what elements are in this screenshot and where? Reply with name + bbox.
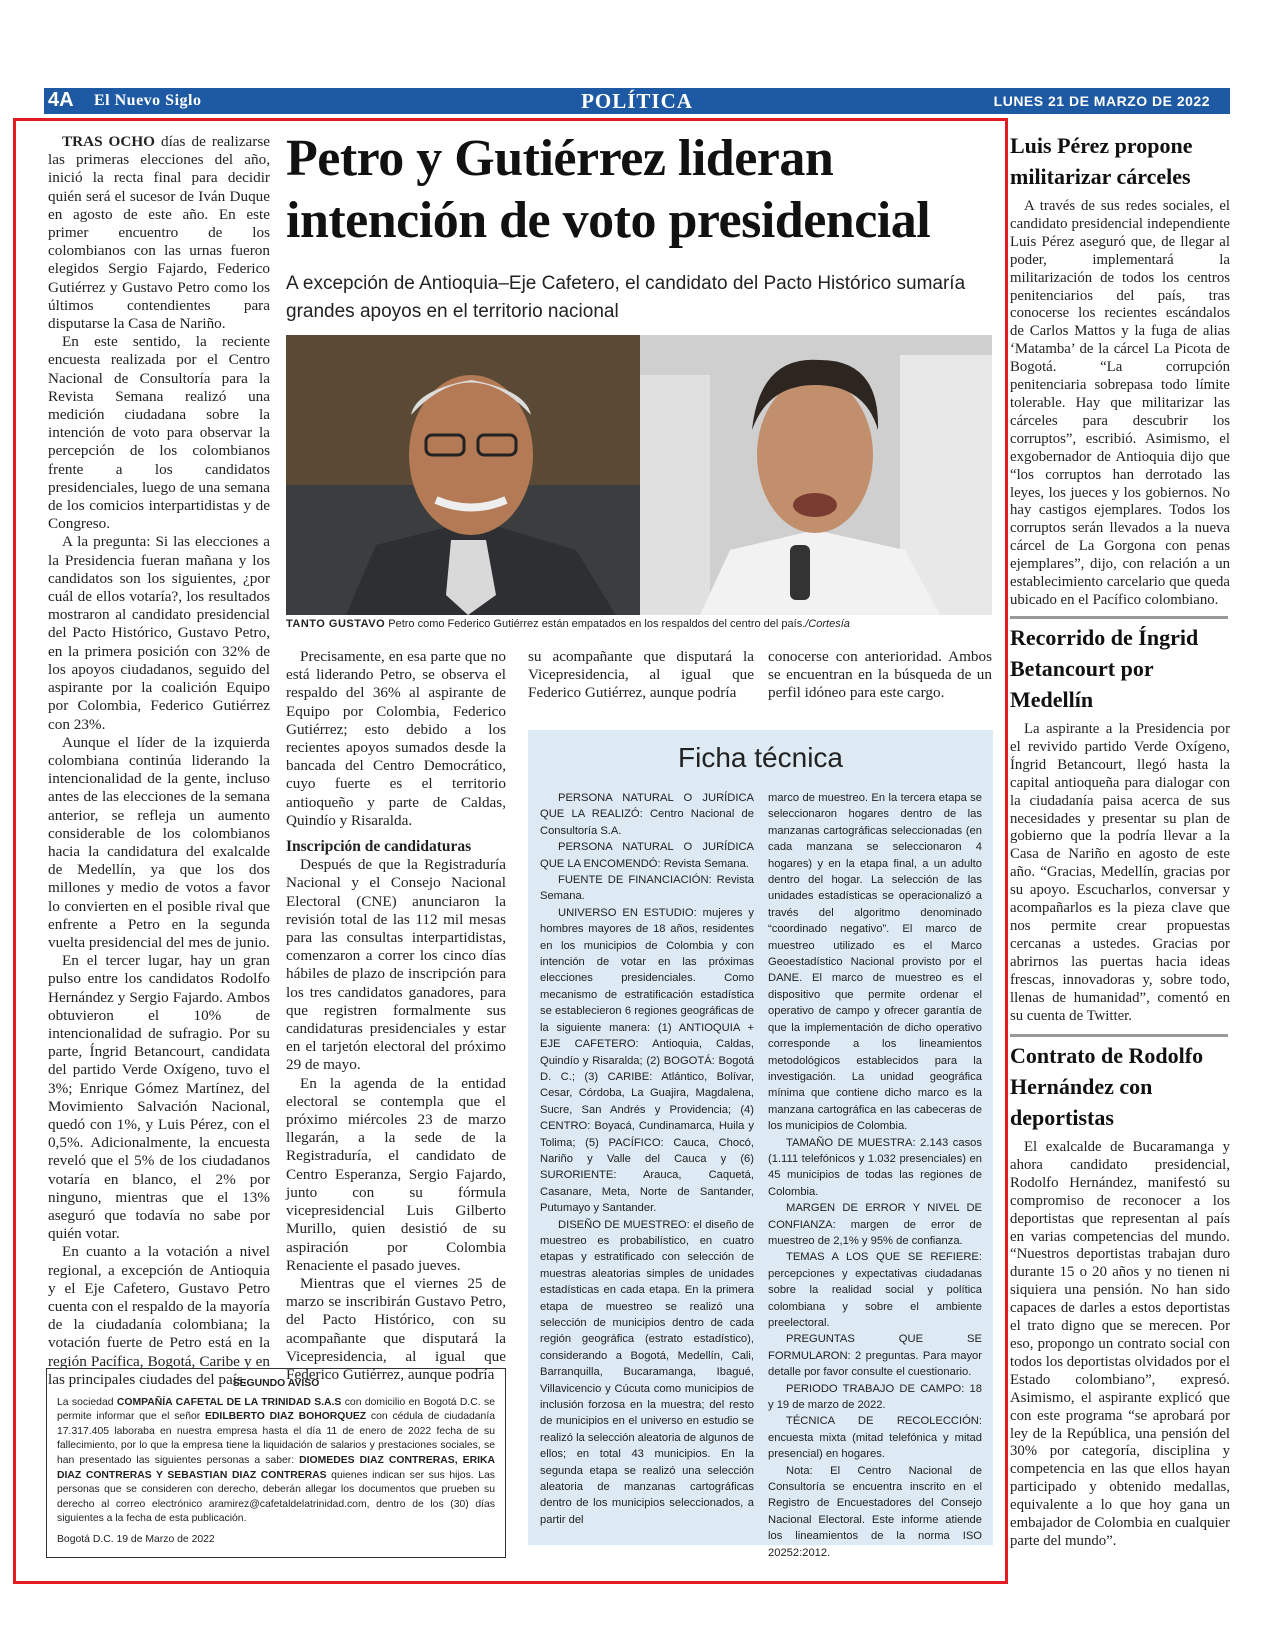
ficha-item: MARGEN DE ERROR Y NIVEL DE CONFIANZA: margen de error de muestreo de 2,1% y 95% de confianza. — [768, 1202, 982, 1247]
section-name: POLÍTICA — [581, 89, 693, 113]
sidebar-title-3: Contrato de Rodolfo Hernández con deportistas — [1010, 1043, 1204, 1130]
paragraph-6: En cuanto a la votación a nivel regional, a excepción de Antioquia y el Eje Cafetero, Gustavo Petro cuenta con el respaldo de la mayoría de la ciudadanía colombiana; la votación fuerte de Petro está en la región Pacífica, Bogotá, Caribe y en las principales ciudades del país. — [48, 1243, 270, 1388]
ficha-column-2 — [768, 790, 982, 1561]
ficha-title: Ficha técnica — [678, 742, 843, 773]
paragraph-7: Precisamente, en esa parte que no está liderando Petro, se observa el respaldo del 36% al aspirante de Equipo por Colombia, Federico Gutiérrez; esto debido a los recientes apoyos sumados desde la bancada del Centro Democrático, cuyo fuerte es el territorio antioqueño y parte de Caldas, Quindío y Risaralda. — [286, 648, 506, 829]
sidebar-title-1: Luis Pérez propone militarizar cárceles — [1010, 133, 1193, 189]
notice-company: COMPAÑÍA CAFETAL DE LA TRINIDAD S.A.S — [116, 1396, 342, 1408]
photo-caption — [286, 618, 992, 630]
page-number: 4A — [48, 89, 74, 111]
paragraph-10: Mientras que el viernes 25 de marzo se inscribirán Gustavo Petro, del Pacto Histórico, con su acompañante que disputará la Vicepresidencia, al igual que Federico Gutiérrez, aunque podría — [286, 1274, 506, 1383]
caption-label: TANTO GUSTAVO — [286, 618, 386, 630]
ficha-item: PREGUNTAS QUE SE FORMULARON: 2 preguntas. Para mayor detalle por favor consulte el cuestionario. — [768, 1333, 982, 1379]
ficha-item: PERIODO TRABAJO DE CAMPO: 18 y 19 de marzo de 2022. — [768, 1382, 982, 1412]
article-column-4 — [768, 648, 992, 702]
notice-body: La sociedad COMPAÑÍA CAFETAL DE LA TRINIDAD S.A.S con domicilio en Bogotá D.C. se permite informar que el señor EDILBERTO DIAZ BOHORQUEZ con cédula de ciudadanía 17.317.405 laboraba en nuestra empresa hasta el día 11 de enero de 2022 fecha de su fallecimiento, por lo que la empresa tiene la liquidación de salarios y prestaciones sociales, se han presentado las siguientes personas a saber: DIOMEDES DIAZ CONTRERAS, ERIKA DIAZ CONTRERAS Y SEBASTIAN DIAZ CONTRERAS quienes indican ser sus hijos. Las personas que se consideren con derecho, deberán allegar los documentos que prueben su derecho al correo electrónico aramirez@cafetaldelatrinidad.com, dentro de los (30) días siguientes a la fecha de esta publicación. — [57, 1396, 496, 1525]
photo-gustavo-petro — [286, 335, 640, 615]
sidebar-title-2: Recorrido de Íngrid Betancourt por Medellín — [1010, 625, 1199, 712]
ficha-item: FUENTE DE FINANCIACIÓN: Revista Semana. — [540, 874, 754, 903]
paragraph-4: Aunque el líder de la izquierda colombiana continúa liderando la intencionalidad de la gente, incluso antes de las elecciones de la semana anterior, se refleja un aumento considerable de los colombianos hacia la candidatura del exalcalde de Medellín, ya que los dos millones y medio de votos a favor lo convierten en el posible rival que enfrente a Petro en la segunda vuelta presidencial del mes de junio. — [48, 733, 270, 951]
newspaper-name: El Nuevo Siglo — [94, 92, 202, 109]
sidebar-divider — [1010, 1034, 1228, 1037]
sidebar-story-rodolfo-hernandez — [1010, 1040, 1230, 1551]
paragraph-2: En este sentido, la reciente encuesta realizada por el Centro Nacional de Consultoría para la Revista Semana realizó una medición ciudadana sobre la intención de voto para observar la percepción de los colombianos frente a los candidatos presidenciales, luego de una semana de los comicios interpartidistas y de Congreso. — [48, 333, 270, 533]
article-column-3 — [528, 648, 754, 702]
sidebar-story-ingrid-betancourt — [1010, 622, 1230, 1025]
paragraph-3: A la pregunta: Si las elecciones a la Presidencia fueran mañana y los candidatos son los siguientes, ¿por cuál de ellos votaría?, los resultados mostraron al candidato presidencial del Pacto Histórico, Gustavo Petro, en la primera posición con 32% de los apoyos ciudadanos, seguido del aspirante por la coalición Equipo por Colombia, Federico Gutiérrez con 23%. — [48, 533, 270, 733]
paragraph-5: En el tercer lugar, hay un gran pulso entre los candidatos Rodolfo Hernández y Sergio Fajardo. Ambos obtuvieron el 10% de intencionalidad de sufragio. Por su parte, Íngrid Betancourt, candidata del partido Verde Oxígeno, tuvo el 3%; Enrique Gómez Martínez, del Movimiento Salvación Nacional, quedó con 1%, y Luis Pérez, con el 0,5%. Adicionalmente, la encuesta reveló que el 5% de los ciudadanos votaría en blanco, el 2% por ninguno, mientras que el 13% aseguró que todavía no sabe por quién votar. — [48, 952, 270, 1243]
ficha-item: marco de muestreo. En la tercera etapa se seleccionaron hogares dentro de las manzanas cartográficas seleccionadas (en cada manzana se seleccionaron 4 hogares) y en la etapa final, a un adulto dentro del hogar. La selección de las unidades estadísticas se operacionalizó a través del algoritmo denominado “coordinado negativo”. El marco de muestreo utilizado es el Marco Geoestadístico Nacional provisto por el DANE. El marco de muestreo es el dispositivo que permite ordenar el operativo de campo y ofrecer garantía de que la implementación de dicho operativo corresponde a los lineamientos metodológicos establecidos para la investigación. La unidad geográfica mínima que contiene dicho marco es la manzana cartográfica en las cabeceras de los municipios de Colombia. — [768, 792, 982, 1133]
article-column-1 — [48, 133, 271, 1388]
issue-date: LUNES 21 DE MARZO DE 2022 — [993, 93, 1210, 109]
sidebar-story-luis-perez — [1010, 130, 1230, 610]
sidebar-text-3: El exalcalde de Bucaramanga y ahora candidato presidencial, Rodolfo Hernández, manifestó su compromiso de reconocer a los deportistas que representan al país en varias competencias del mundo. “Nuestros deportistas trabajan duro durante 15 o 20 años y no tienen ni siquiera una pensión. No han sido capaces de darles a estos deportistas el trato digno que se merecen. Por eso, propongo un contrato social con todos los deportistas olvidados por el Estado colombiano”, expresó. Asimismo, el aspirante explicó que con este programa “se aprobará por ley de la República, una pensión del 30% por categoría, disciplina y competencia en las que ellos hayan participado y obtenido medallas, equivalente a lo que hoy gana un embajador de Colombia en cualquier parte del mundo”. — [1010, 1139, 1230, 1549]
notice-claimants: DIOMEDES DIAZ CONTRERAS, ERIKA DIAZ CONTRERAS Y SEBASTIAN DIAZ CONTRERAS — [57, 1454, 495, 1481]
paragraph-8: Después de que la Registraduría Nacional y el Consejo Nacional Electoral (CNE) anunciaron la revisión total de las 112 mil mesas para las consultas interpartidistas, comenzaron a correr los cinco días hábiles de plazo de inscripción para los tres candidatos ganadores, para que registren formalmente sus candidaturas presidenciales y estar en el tarjetón electoral del próximo 29 de mayo. — [286, 856, 506, 1074]
notice-title: SEGUNDO AVISO — [232, 1378, 320, 1389]
ficha-tecnica-box — [528, 730, 993, 1559]
paragraph-1: días de realizarse las primeras elecciones del año, inició la recta final para decidir quién será el sucesor de Iván Duque en agosto de este año. En este primer encuentro de los colombianos con las urnas fueron elegidos Sergio Fajardo, Federico Gutiérrez y Gustavo Petro como los últimos contendientes para disputarse la Casa de Nariño. — [48, 133, 271, 333]
ficha-item: PERSONA NATURAL O JURÍDICA QUE LA REALIZÓ: Centro Nacional de Consultoría S.A. — [540, 792, 754, 837]
deck: A excepción de Antioquia–Eje Cafetero, el candidato del Pacto Histórico sumaría grandes apoyos en el territorio nacional — [286, 273, 966, 322]
ficha-item: TEMAS A LOS QUE SE REFIERE: percepciones y expectativas ciudadanas sobre la realidad social y política colombiana y sobre el ambiente preelectoral. — [768, 1251, 982, 1329]
subhead-inscripcion: Inscripción de candidaturas — [286, 838, 472, 856]
paragraph-9: En la agenda de la entidad electoral se contempla que el próximo miércoles 23 de marzo llegarán, a la sede de la Registraduría, el candidato de Centro Esperanza, Sergio Fajardo, junto con su fórmula vicepresidencial Luis Gilberto Murillo, quien desistió de su aspiración por Colombia Renaciente el pasado jueves. — [286, 1074, 506, 1274]
notice-date: Bogotá D.C. 19 de Marzo de 2022 — [57, 1533, 215, 1545]
ficha-item: TAMAÑO DE MUESTRA: 2.143 casos (1.111 telefónicos y 1.032 presenciales) en 45 municipios de todas las regiones de Colombia. — [768, 1136, 982, 1198]
ficha-item: PERSONA NATURAL O JURÍDICA QUE LA ENCOMENDÓ: Revista Semana. — [540, 841, 754, 870]
sidebar-text-1: A través de sus redes sociales, el candidato presidencial independiente Luis Pérez aseguró que, de llegar al poder, implementará la militarización de todos los centros penitenciarios del país, tras conocerse los recientes escándalos de Carlos Mattos y la fuga de alias ‘Matamba’ de la cárcel La Picota de Bogotá. “La corrupción penitenciaria sobrepasa todo límite tolerable. Hay que militarizar las cárceles para descubrir los corruptos”, escribió. Asimismo, el exgobernador de Antioquia dijo que “los corruptos han derrotado las leyes, los jueces y los gobiernos. No hay castigos ejemplares. Todos los corruptos serán llevados a la nueva cárcel de La Gorgona con penas ejemplares”, dijo, con relación a un establecimiento carcelario que queda ubicado en el Pacífico colombiano. — [1010, 198, 1230, 608]
sidebar-text-2: La aspirante a la Presidencia por el revivido partido Verde Oxígeno, Íngrid Betancourt, llegó hasta la capital antioqueña para dialogar con la ciudadanía paisa acerca de sus necesidades y presentar su plan de gobierno que la podría llevar a la Casa de Nariño en agosto de este año. “Gracias, Medellín, gracias por su apoyo. Escucharlos, conversar y acompañarlos es la pieza clave que nos permite crear propuestas cercanas a ustedes. Gracias por abrirnos las puertas hacia ideas frescas, innovadoras y, sobre todo, llenas de humanidad”, comentó en su cuenta de Twitter. — [1010, 721, 1230, 1024]
paragraph-10-cont: su acompañante que disputará la Vicepresidencia, al igual que Federico Gutiérrez, aunque podría — [528, 648, 754, 702]
caption-text: Petro como Federico Gutiérrez están empatados en los respaldos del centro del país. — [385, 618, 806, 630]
headline: Petro y Gutiérrez lideran intención de voto presidencial — [286, 130, 931, 249]
paragraph-11: conocerse con anterioridad. Ambos se encuentran en la búsqueda de un perfil idóneo para este cargo. — [768, 648, 992, 702]
notice-person: EDILBERTO DIAZ BOHORQUEZ — [205, 1411, 367, 1423]
ficha-column-1 — [540, 790, 754, 1528]
photo-federico-gutierrez — [640, 335, 992, 615]
article-column-2 — [286, 648, 506, 1383]
lead-words: TRAS OCHO — [62, 133, 155, 150]
caption-credit: /Cortesía — [805, 618, 850, 630]
masthead — [44, 88, 1230, 114]
legal-notice — [46, 1368, 506, 1558]
ficha-item: DISEÑO DE MUESTREO: el diseño de muestreo es probabilístico, en cuatro etapas y estratificado con selección de muestras aleatorias simples de unidades estadísticas en cada etapa. En la primera etapa de muestreo se realizó una selección de municipios dentro de cada región geográfica (estrato estadístico), considerando a Bogotá, Medellín, Cali, Barranquilla, Bucaramanga, Ibagué, Villavicencio y Cúcuta como municipios de inclusión forzosa en la muestra; del resto de municipios en el universo en estudio se realizó la selección aleatoria de algunos de ellos; en total 43 municipios. En la segunda etapa se realizó una selección aleatoria de manzanas cartográficas dentro de los municipios seleccionados, a partir del — [540, 1218, 754, 1526]
ficha-item: UNIVERSO EN ESTUDIO: mujeres y hombres mayores de 18 años, residentes en los municipios de Colombia y con intención de votar en las próximas elecciones presidenciales. Como mecanismo de estratificación estadística se establecieron 6 regiones geográficas de la siguiente manera: (1) ANTIOQUIA + EJE CAFETERO: Antioquia, Caldas, Quindío y Risaralda; (2) BOGOTÁ: Bogotá D. C.; (3) CARIBE: Atlántico, Bolívar, Cesar, Córdoba, La Guajira, Magdalena, Sucre, San Andrés y Providencia; (4) CENTRO: Boyacá, Cundinamarca, Huila y Tolima; (5) PACÍFICO: Cauca, Chocó, Nariño y Valle del Cauca y (6) SURORIENTE: Arauca, Caquetá, Casanare, Meta, Norte de Santander, Putumayo y Santander. — [540, 906, 754, 1215]
sidebar-divider — [1010, 616, 1228, 619]
ficha-item: Nota: El Centro Nacional de Consultoría se encuentra inscrito en el Registro de Encuestadores del Consejo Nacional Electoral. Este informe atiende los lineamientos de la norma ISO 20252:2012. — [768, 1464, 982, 1559]
ficha-item: TÉCNICA DE RECOLECCIÓN: encuesta mixta (mitad telefónica y mitad presencial) en hogares. — [768, 1415, 982, 1461]
